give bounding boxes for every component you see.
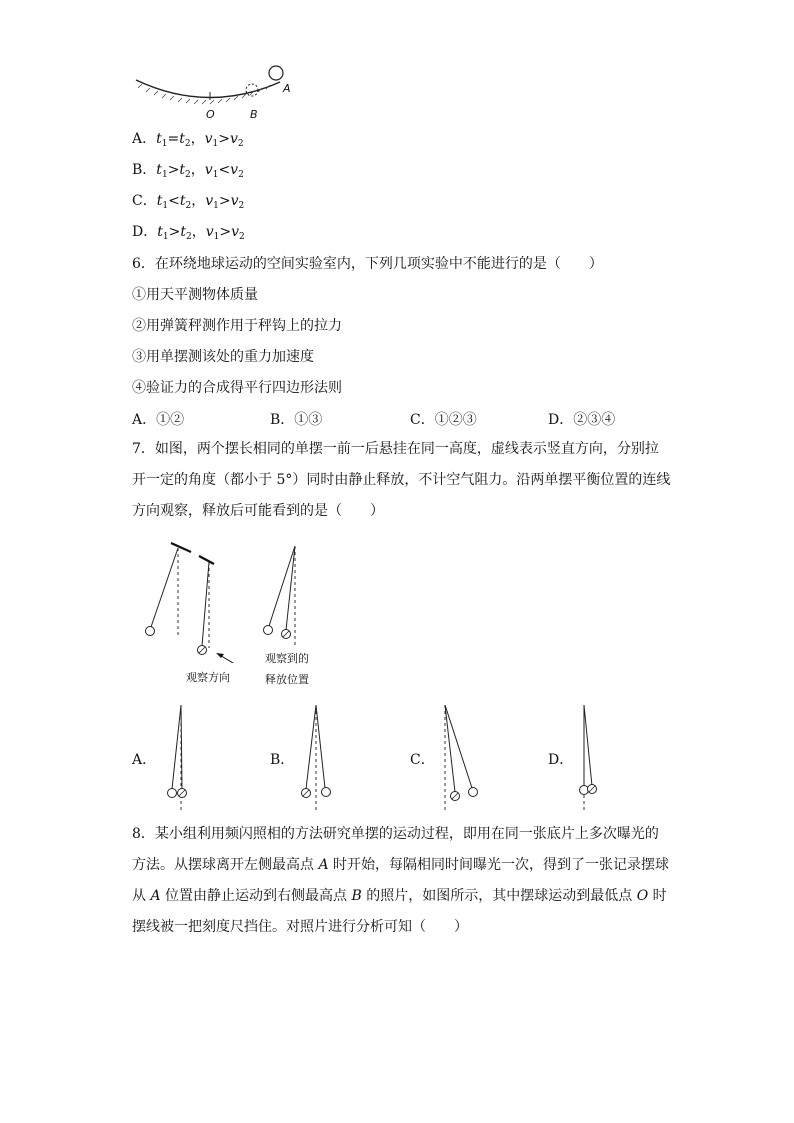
q6-item-3: ③用单摆测该处的重力加速度 xyxy=(132,349,314,365)
q7-pendulum-figure xyxy=(140,538,340,663)
q7-option-d[interactable]: D． xyxy=(548,752,574,768)
q6-item-4: ④验证力的合成得平行四边形法则 xyxy=(132,380,342,396)
q6-stem: 6．在环绕地球运动的空间实验室内，下列几项实验中不能进行的是（ ） xyxy=(132,256,603,272)
q6-option-d[interactable]: D．②③④ xyxy=(548,412,616,428)
release-position-label-1: 观察到的 xyxy=(265,652,309,665)
label-O: O xyxy=(206,108,215,121)
q6-item-2: ②用弹簧秤测作用于秤钩上的拉力 xyxy=(132,318,342,334)
q6-item-1: ①用天平测物体质量 xyxy=(132,287,258,303)
q7-option-b[interactable]: B． xyxy=(270,752,295,768)
q5-option-c[interactable]: C．$t_1<t_2$，$v_1>v_2$ xyxy=(132,193,245,211)
q7-option-c-figure xyxy=(436,700,486,815)
q8-stem: 8．某小组利用频闪照相的方法研究单摆的运动过程，即用在同一张底片上多次曝光的方法。从摆球离开左侧最高点 A 时开始，每隔相同时间曝光一次，得到了一张记录摆球从 A 位置由静止运动到右侧最高点 B 的照片，如图所示，其中摆球运动到最低点 O 时摆线被一把刻度尺挡住。对照片进行分析可知（ ） xyxy=(132,826,670,935)
q7-stem: 7．如图，两个摆长相同的单摆一前一后悬挂在同一高度，虚线表示竖直方向，分别拉开一定的角度（都小于 5°）同时由静止释放，不计空气阻力。沿两单摆平衡位置的连线方向观察，释放后可能看到的是（ ） xyxy=(132,441,671,519)
q7-option-a[interactable]: A． xyxy=(132,752,157,768)
q6-option-a[interactable]: A．①② xyxy=(132,412,185,428)
release-position-label-2: 释放位置 xyxy=(265,673,309,686)
q7-option-c[interactable]: C． xyxy=(410,752,435,768)
q7-option-a-figure xyxy=(160,700,210,815)
observe-direction-label: 观察方向 xyxy=(186,671,230,684)
q5-option-d[interactable]: D．$t_1>t_2$，$v_1>v_2$ xyxy=(132,224,245,242)
q6-option-c[interactable]: C．①②③ xyxy=(410,412,477,428)
label-A: A xyxy=(283,82,291,95)
label-B: B xyxy=(250,108,258,121)
q6-option-b[interactable]: B．①③ xyxy=(270,412,323,428)
q5-option-a[interactable]: A．$t_1=t_2$，$v_1>v_2$ xyxy=(132,131,244,149)
q5-option-b[interactable]: B．$t_1>t_2$，$v_1<v_2$ xyxy=(132,162,244,180)
q7-option-d-figure xyxy=(570,700,620,815)
q7-option-b-figure xyxy=(295,700,345,815)
ball-dashed-icon xyxy=(246,84,258,96)
ball-icon xyxy=(269,66,283,80)
